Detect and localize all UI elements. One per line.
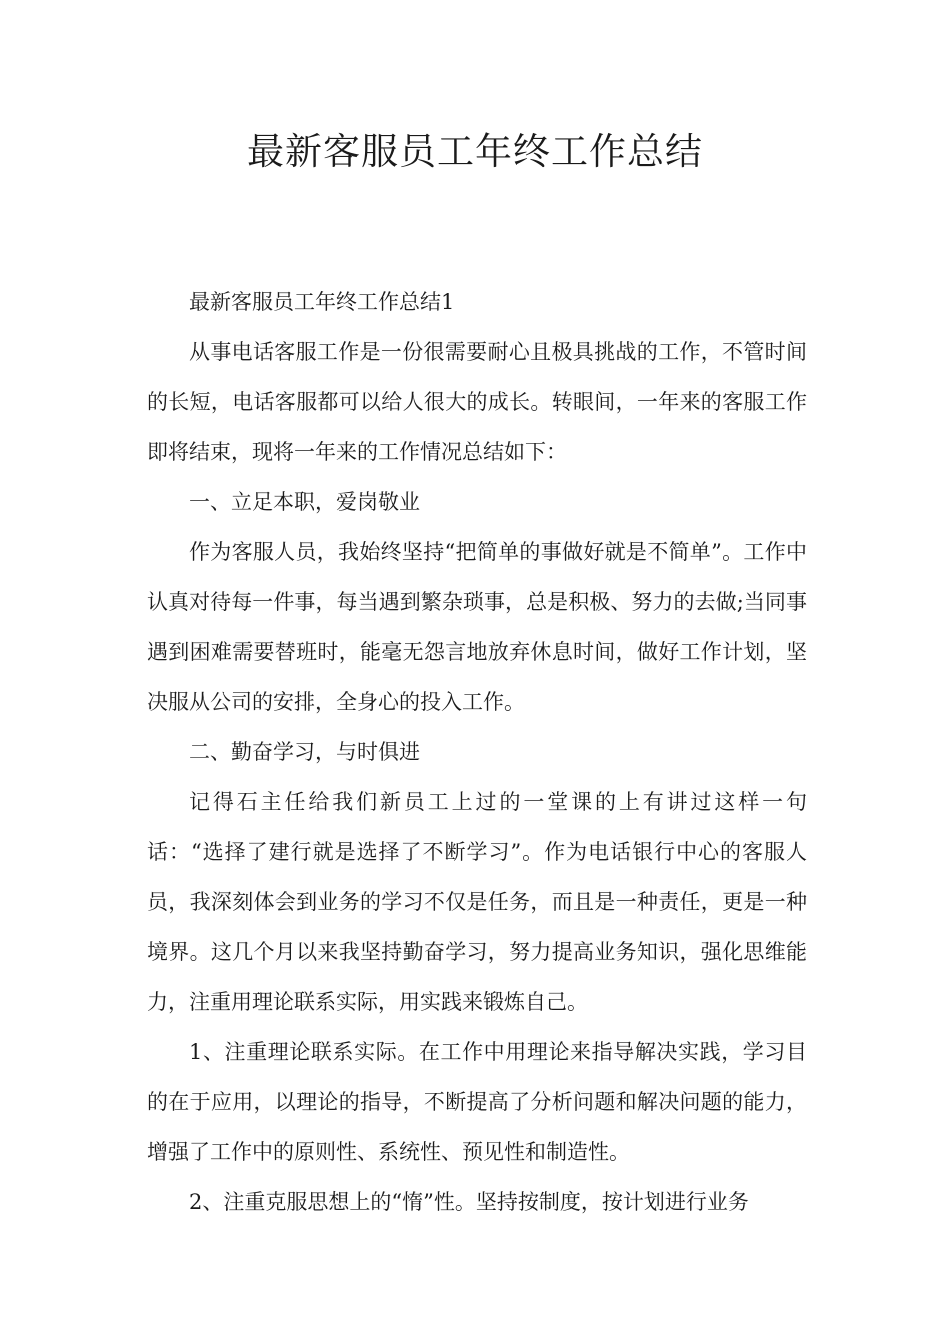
document-body [147, 277, 807, 1227]
paragraph-point-1: 1、注重理论联系实际。在工作中用理论来指导解决实践，学习目的在于应用，以理论的指导，不断提高了分析问题和解决问题的能力，增强了工作中的原则性、系统性、预见性和制造性。 [147, 1040, 807, 1164]
section-heading-1: 一、立足本职，爱岗敬业 [189, 490, 420, 514]
paragraph-point-2: 2、注重克服思想上的“惰”性。坚持按制度，按计划进行业务 [189, 1190, 749, 1214]
paragraph-subtitle: 最新客服员工年终工作总结1 [189, 290, 455, 314]
document-title: 最新客服员工年终工作总结 [247, 130, 703, 173]
paragraph-section-1: 作为客服人员，我始终坚持“把简单的事做好就是不简单”。工作中认真对待每一件事，每当遇到繁杂琐事，总是积极、努力的去做;当同事遇到困难需要替班时，能毫无怨言地放弃休息时间，做好工作计划，坚决服从公司的安排，全身心的投入工作。 [147, 540, 807, 714]
paragraph-intro: 从事电话客服工作是一份很需要耐心且极具挑战的工作，不管时间的长短，电话客服都可以给人很大的成长。转眼间，一年来的客服工作即将结束，现将一年来的工作情况总结如下： [147, 340, 807, 464]
paragraph-section-2: 记得石主任给我们新员工上过的一堂课的上有讲过这样一句话：“选择了建行就是选择了不断学习”。作为电话银行中心的客服人员，我深刻体会到业务的学习不仅是任务，而且是一种责任，更是一种境界。这几个月以来我坚持勤奋学习，努力提高业务知识，强化思维能力，注重用理论联系实际，用实践来锻炼自己。 [147, 790, 807, 1014]
section-heading-2: 二、勤奋学习，与时俱进 [189, 740, 420, 764]
